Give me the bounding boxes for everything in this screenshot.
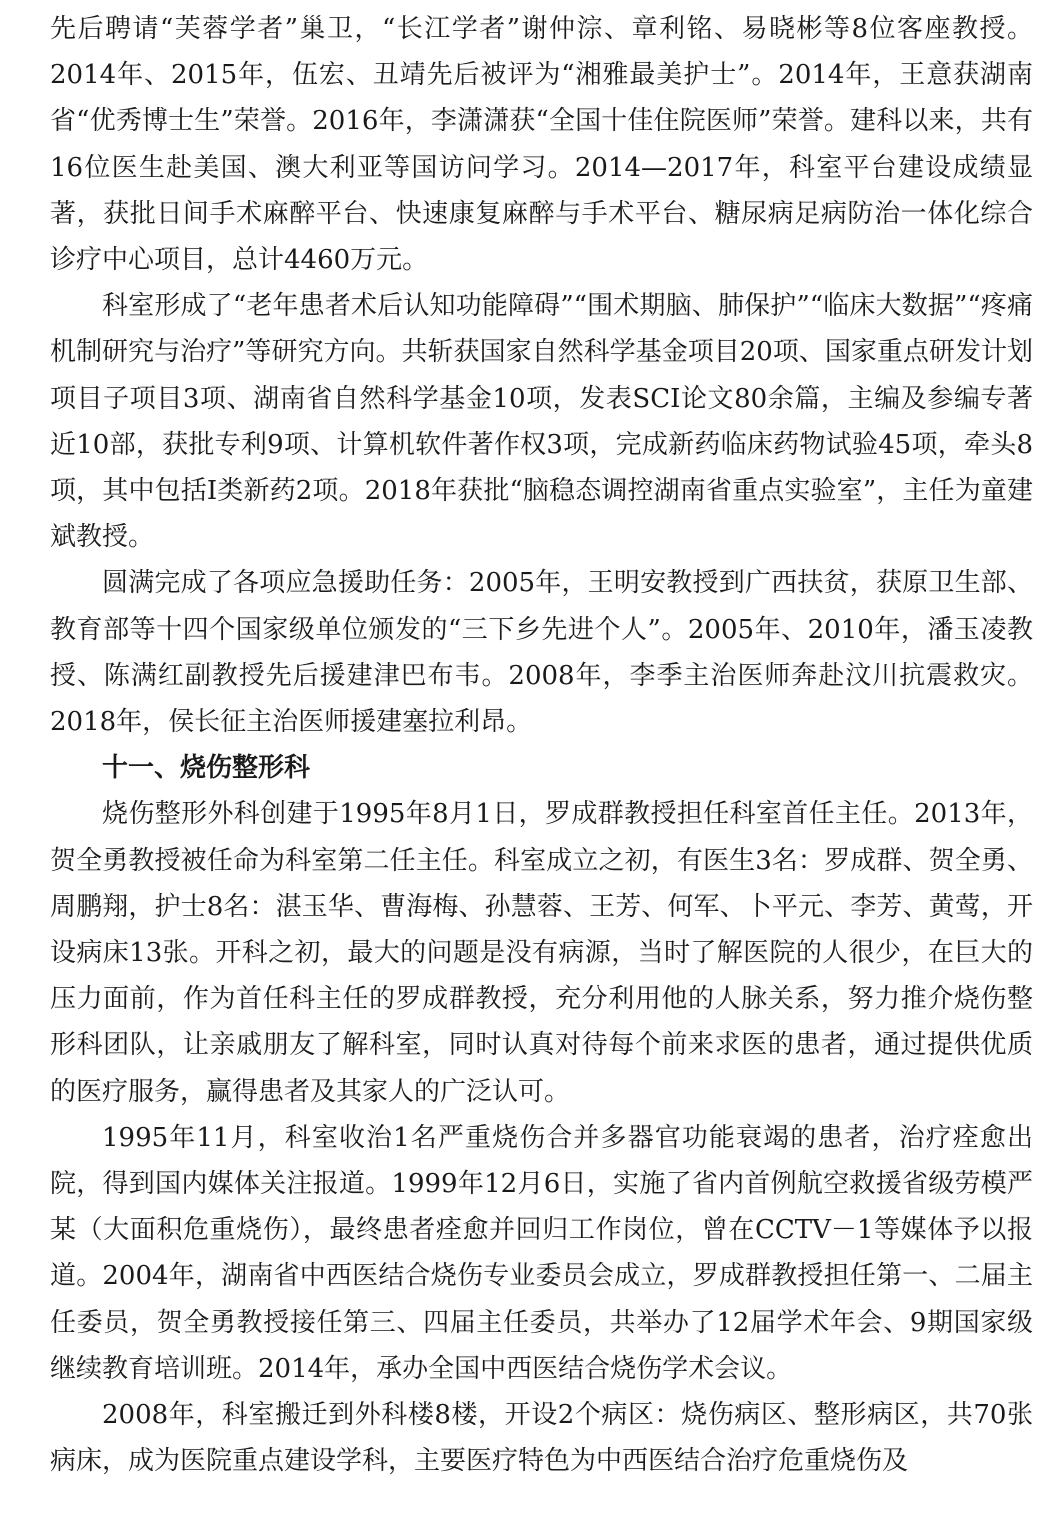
paragraph-department-founding: 烧伤整形外科创建于1995年8月1日，罗成群教授担任科室首任主任。2013年，贺全勇教授被任命为科室第二任主任。科室成立之初，有医生3名：罗成群、贺全勇、周鹏翔，护士8名：湛玉华、曹海梅、孙慧蓉、王芳、何军、卜平元、李芳、黄莺，开设病床13张。开科之初，最大的问题是没有病源，当时了解医院的人很少，在巨大的压力面前，作为首任科主任的罗成群教授，充分利用他的人脉关系，努力推介烧伤整形科团队，让亲戚朋友了解科室，同时认真对待每个前来求医的患者，通过提供优质的医疗服务，赢得患者及其家人的广泛认可。: [50, 799, 1033, 1107]
paragraph-milestones: 1995年11月，科室收治1名严重烧伤合并多器官功能衰竭的患者，治疗痊愈出院，得到国内媒体关注报道。1999年12月6日，实施了省内首例航空救援省级劳模严某（大面积危重烧伤），最终患者痊愈并回归工作岗位，曾在CCTV－1等媒体予以报道。2004年，湖南省中西医结合烧伤专业委员会成立，罗成群教授担任第一、二届主任委员，贺全勇教授接任第三、四届主任委员，共举办了12届学术年会、9期国家级继续教育培训班。2014年，承办全国中西医结合烧伤学术会议。: [50, 1122, 1033, 1384]
paragraph-visiting-professors: 先后聘请“芙蓉学者”巢卫，“长江学者”谢仲淙、章利铭、易晓彬等8位客座教授。2014年、2015年，伍宏、丑靖先后被评为“湘雅最美护士”。2014年，王意获湖南省“优秀博士生”荣誉。2016年，李潇潇获“全国十佳住院医师”荣誉。建科以来，共有16位医生赴美国、澳大利亚等国访问学习。2014—2017年，科室平台建设成绩显著，获批日间手术麻醉平台、快速康复麻醉与手术平台、糖尿病足病防治一体化综合诊疗中心项目，总计4460万元。: [50, 14, 1033, 276]
document-page: [50, 6, 1033, 1485]
paragraph-emergency-aid: 圆满完成了各项应急援助任务：2005年，王明安教授到广西扶贫，获原卫生部、教育部等十四个国家级单位颁发的“三下乡先进个人”。2005年、2010年，潘玉凌教授、陈满红副教授先后援建津巴布韦。2008年，李季主治医师奔赴汶川抗震救灾。2018年，侯长征主治医师援建塞拉利昂。: [50, 568, 1033, 738]
paragraph-relocation: 2008年，科室搬迁到外科楼8楼，开设2个病区：烧伤病区、整形病区，共70张病床，成为医院重点建设学科，主要医疗特色为中西医结合治疗危重烧伤及: [50, 1400, 1033, 1477]
paragraph-research-directions: 科室形成了“老年患者术后认知功能障碍”“围术期脑、肺保护”“临床大数据”“疼痛机制研究与治疗”等研究方向。共斩获国家自然科学基金项目20项、国家重点研发计划项目子项目3项、湖南省自然科学基金10项，发表SCI论文80余篇，主编及参编专著近10部，获批专利9项、计算机软件著作权3项，完成新药临床药物试验45项，牵头8项，其中包括Ⅰ类新药2项。2018年获批“脑稳态调控湖南省重点实验室”，主任为童建斌教授。: [50, 291, 1033, 553]
section-heading-burns-plastic-surgery: 十一、烧伤整形科: [102, 753, 311, 784]
